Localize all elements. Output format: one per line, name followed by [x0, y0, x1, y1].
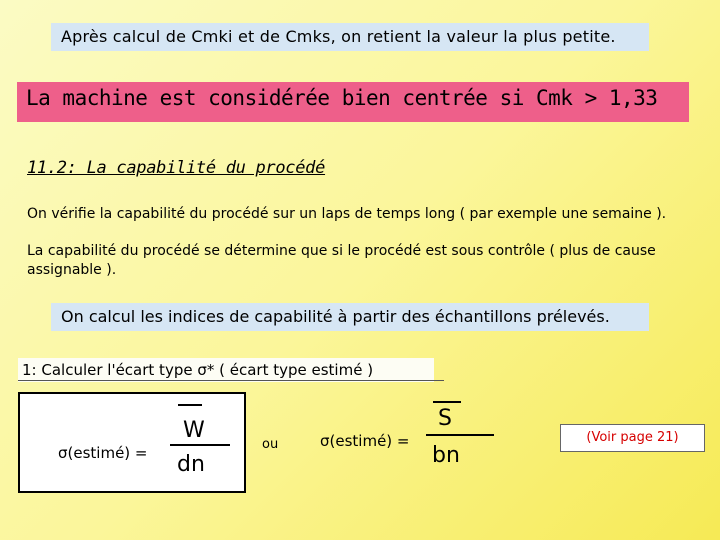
- or-label: ou: [262, 437, 279, 452]
- step-1-underline: [18, 380, 444, 381]
- note-box-samples: [51, 303, 649, 331]
- formula-2-denominator: bn: [432, 443, 460, 468]
- note-samples-text: On calcul les indices de capabilité à partir des échantillons prélevés.: [61, 307, 610, 326]
- page-reference-box: [560, 424, 705, 452]
- overbar-s: [433, 401, 461, 403]
- formula-1-numerator: W: [183, 418, 205, 443]
- page-reference-text: (Voir page 21): [586, 430, 679, 445]
- section-heading: 11.2: La capabilité du procédé: [27, 158, 326, 178]
- paragraph-2: La capabilité du procédé se détermine que si le procédé est sous contrôle ( plus de cause assignable ).: [27, 243, 656, 278]
- note-top-text: Après calcul de Cmki et de Cmks, on retient la valeur la plus petite.: [61, 27, 616, 46]
- formula-2-lhs: σ(estimé) =: [320, 432, 410, 450]
- highlight-banner: [17, 82, 689, 122]
- formula-2: [270, 392, 540, 493]
- formula-1-lhs: σ(estimé) =: [58, 444, 148, 462]
- fraction-bar-2: [426, 434, 494, 436]
- formula-2-numerator: S: [438, 406, 452, 431]
- formula-1-box: [18, 392, 246, 493]
- overbar-w: [178, 404, 202, 406]
- paragraph-1: On vérifie la capabilité du procédé sur un laps de temps long ( par exemple une semaine ).: [27, 206, 667, 222]
- banner-text: La machine est considérée bien centrée si Cmk > 1,33: [26, 86, 658, 110]
- note-box-top: [51, 23, 649, 51]
- formula-1-denominator: dn: [177, 452, 205, 477]
- step-1-label: 1: Calculer l'écart type σ* ( écart type estimé ): [18, 358, 434, 382]
- fraction-bar-1: [170, 444, 230, 446]
